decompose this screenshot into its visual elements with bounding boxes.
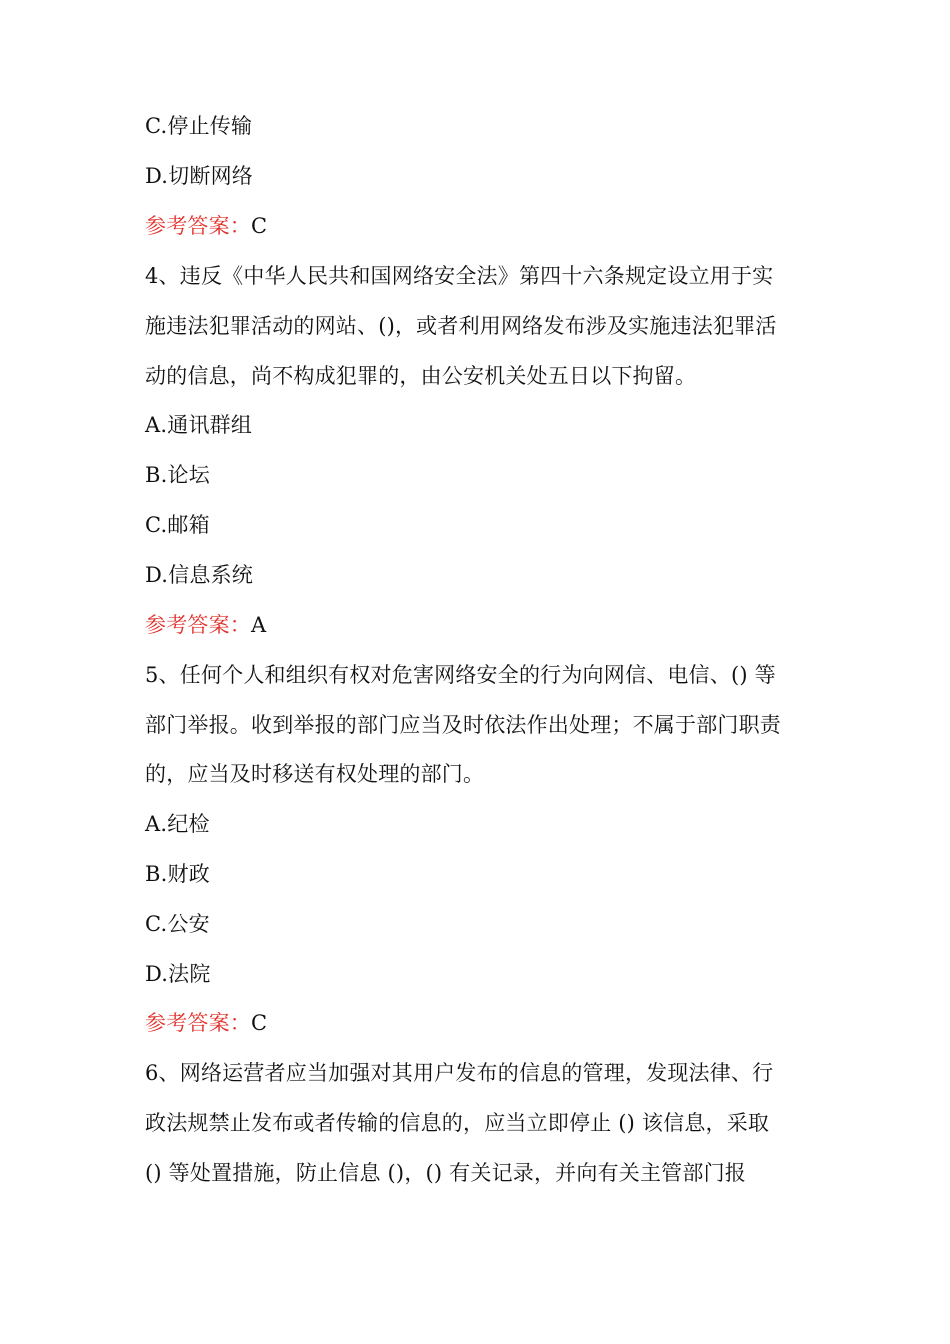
question-text-line: 施违法犯罪活动的网站、()，或者利用网络发布涉及实施违法犯罪活 (145, 314, 777, 338)
option-b: B.财政 (145, 862, 210, 886)
answer-value: A (251, 613, 267, 637)
question-text-line: 4、违反《中华人民共和国网络安全法》第四十六条规定设立用于实 (145, 264, 774, 288)
option-a: A.纪检 (145, 812, 210, 836)
question-text-line: 的，应当及时移送有权处理的部门。 (145, 762, 485, 786)
answer-label: 参考答案： (145, 613, 251, 637)
option-a: A.通讯群组 (145, 413, 253, 437)
question-text-line: () 等处置措施，防止信息 ()，() 有关记录，并向有关主管部门报 (145, 1161, 746, 1185)
option-b: B.论坛 (145, 463, 210, 487)
option-c: C.停止传输 (145, 114, 253, 138)
answer-label: 参考答案： (145, 1011, 251, 1035)
answer-value: C (251, 1011, 268, 1035)
answer-line (145, 212, 810, 240)
question-text-line: 部门举报。收到举报的部门应当及时依法作出处理；不属于部门职责 (145, 713, 781, 737)
answer-label: 参考答案： (145, 214, 251, 238)
question-text-line: 政法规禁止发布或者传输的信息的，应当立即停止 () 该信息，采取 (145, 1111, 770, 1135)
question-text-line: 5、任何个人和组织有权对危害网络安全的行为向网信、电信、() 等 (145, 663, 776, 687)
option-d: D.法院 (145, 962, 211, 986)
answer-line (145, 1009, 810, 1037)
option-c: C.邮箱 (145, 513, 210, 537)
option-c: C.公安 (145, 912, 210, 936)
question-text-line: 动的信息，尚不构成犯罪的，由公安机关处五日以下拘留。 (145, 364, 697, 388)
option-d: D.切断网络 (145, 164, 253, 188)
question-text-line: 6、网络运营者应当加强对其用户发布的信息的管理，发现法律、行 (145, 1061, 774, 1085)
answer-value: C (251, 214, 268, 238)
option-d: D.信息系统 (145, 563, 253, 587)
answer-line (145, 611, 810, 639)
